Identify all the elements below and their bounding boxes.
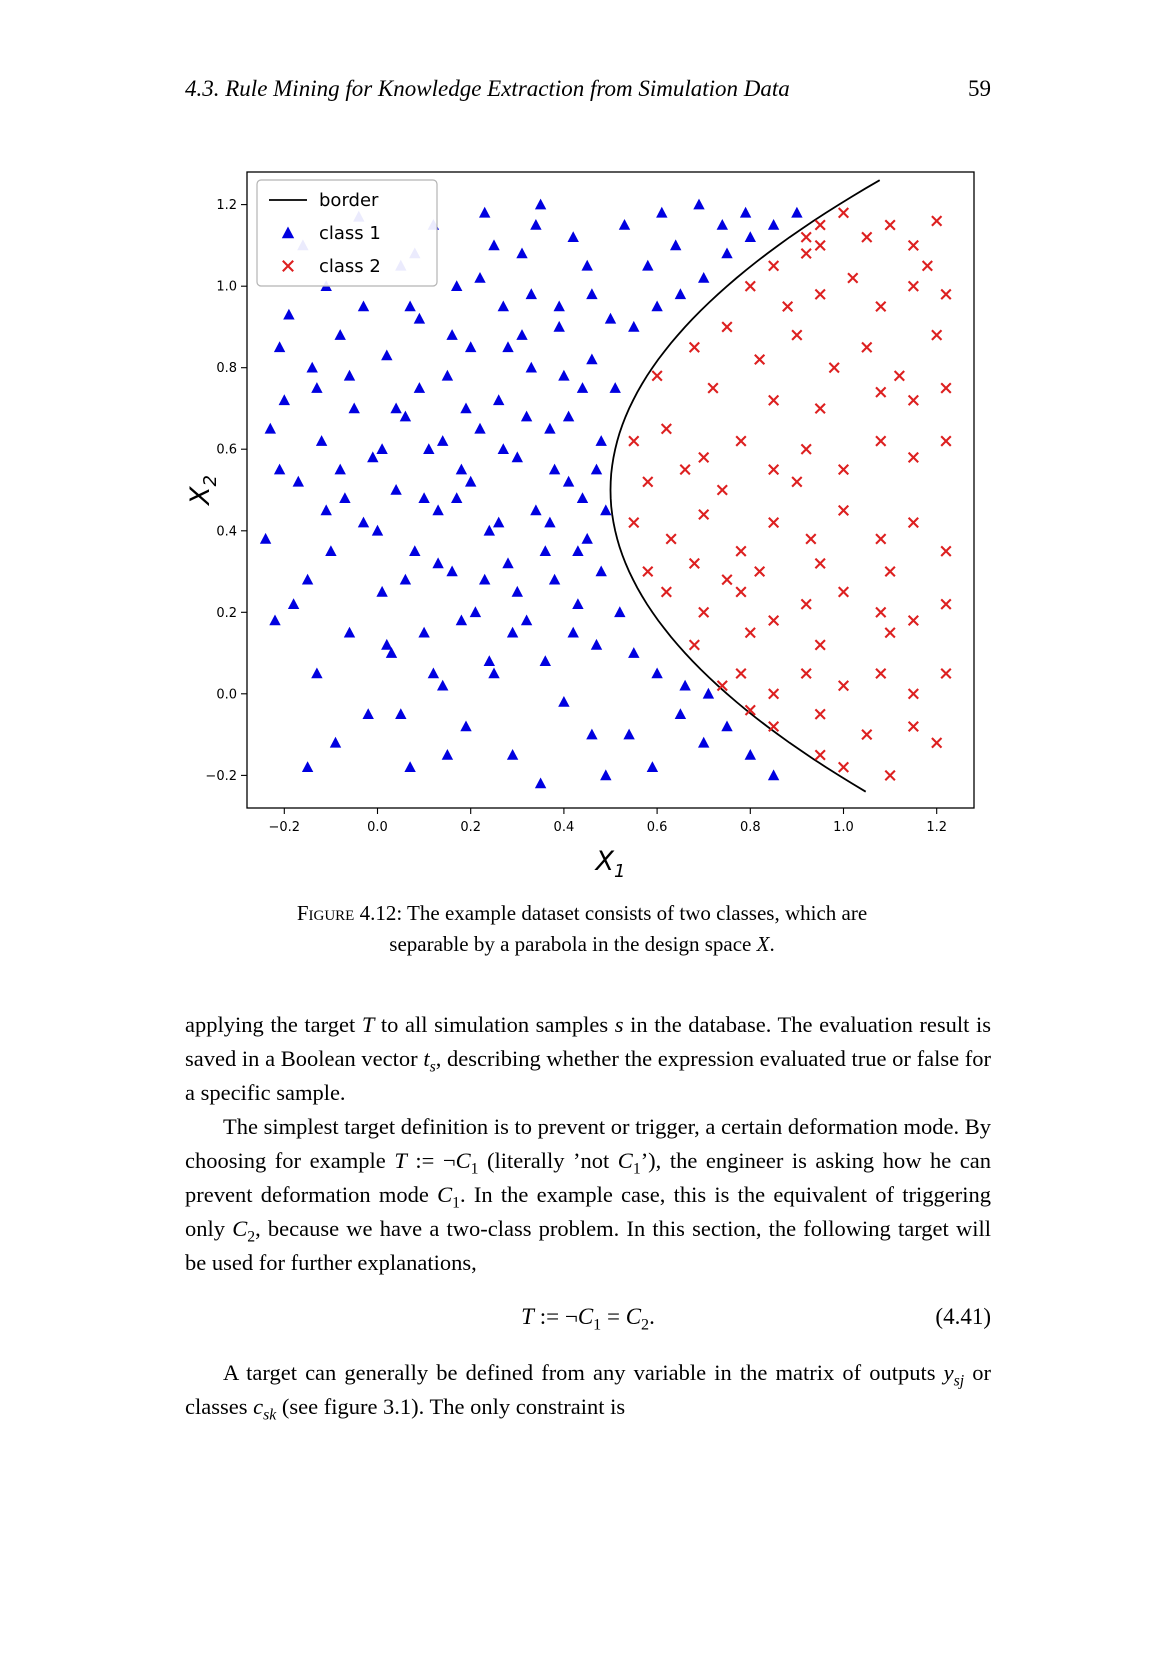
- class1-points: [260, 199, 803, 789]
- x-axis-label: $X_1$: [595, 846, 626, 882]
- svg-text:1.2: 1.2: [926, 820, 948, 835]
- x-axis-ticks: [269, 808, 948, 835]
- svg-text:0.4: 0.4: [553, 820, 575, 835]
- caption-text: The example dataset consists of two classes, which are separable by a parabola in the design space X.: [389, 901, 868, 956]
- section-header-title: 4.3. Rule Mining for Knowledge Extraction from Simulation Data: [185, 76, 790, 101]
- equation: [185, 1300, 991, 1334]
- legend-label-class1: class 1: [319, 223, 381, 244]
- paragraph: A target can generally be defined from any variable in the matrix of outputs $y_{sj}$ or classes $c_{sk}$ (see figure 3.1). The only constraint is: [185, 1360, 991, 1424]
- equation-body: T := $\neg C_1 = C_2$.: [521, 1304, 655, 1334]
- caption-label: Figure 4.12:: [296, 901, 403, 925]
- svg-text:−0.2: −0.2: [268, 820, 301, 835]
- svg-text:0.0: 0.0: [367, 820, 388, 835]
- svg-text:0.4: 0.4: [216, 524, 237, 540]
- y-axis-label: $X_2$: [185, 475, 221, 505]
- running-header: [185, 76, 991, 102]
- body-text: [185, 1008, 991, 1424]
- svg-text:−0.2: −0.2: [205, 768, 237, 784]
- page-number: 59: [968, 76, 991, 101]
- legend-label-border: border: [319, 190, 379, 211]
- scatter-plot: [185, 160, 997, 885]
- chart-legend: [257, 180, 437, 286]
- svg-text:0.2: 0.2: [460, 820, 482, 835]
- equation-number: (4.41): [935, 1304, 991, 1329]
- svg-text:1.2: 1.2: [216, 198, 237, 214]
- svg-text:1.0: 1.0: [833, 820, 854, 835]
- svg-text:0.8: 0.8: [739, 820, 761, 835]
- svg-text:0.8: 0.8: [216, 361, 237, 377]
- figure-caption: [272, 898, 892, 960]
- svg-text:1.0: 1.0: [216, 279, 237, 295]
- figure-4-12: [185, 160, 997, 885]
- svg-text:0.0: 0.0: [216, 687, 237, 703]
- paragraph: applying the target T to all simulation samples s in the database. The evaluation result is saved in a Boolean vector $t_s$, describing whether the expression evaluated true or false for a specific sample.: [185, 1012, 991, 1105]
- class2-points: [629, 208, 951, 780]
- legend-label-class2: class 2: [319, 256, 381, 277]
- paragraph: The simplest target definition is to prevent or trigger, a certain deformation mode. By choosing for example T := $\neg C_1$ (literally ’not $C_1$’), the engineer is asking how he can prevent deformation mode $C_1$. In the example case, this is the equivalent of triggering only $C_2$, because we have a two-class problem. In this section, the following target will be used for further explanations,: [185, 1114, 992, 1275]
- svg-text:0.6: 0.6: [216, 442, 237, 458]
- svg-text:0.2: 0.2: [216, 605, 237, 621]
- svg-text:0.6: 0.6: [646, 820, 668, 835]
